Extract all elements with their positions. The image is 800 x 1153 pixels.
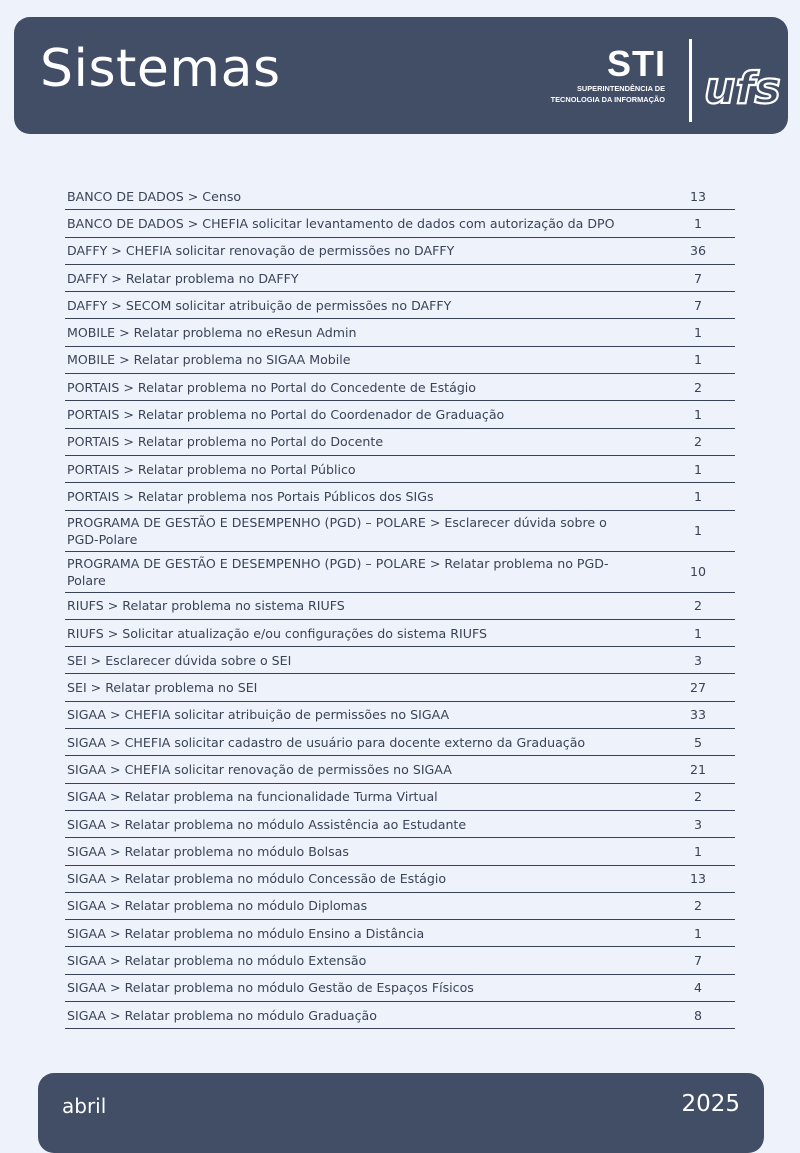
row-label: PORTAIS > Relatar problema no Portal do Coordenador de Graduação — [65, 401, 663, 428]
row-count: 2 — [663, 428, 735, 455]
row-label: BANCO DE DADOS > Censo — [65, 183, 663, 210]
row-label: PORTAIS > Relatar problema no Portal Público — [65, 455, 663, 482]
page-footer — [38, 1073, 764, 1153]
ufs-logo-text: ufs — [704, 63, 781, 114]
sti-logo-acronym: STI — [606, 43, 666, 84]
table-row — [65, 810, 735, 837]
row-label: SIGAA > Relatar problema no módulo Concessão de Estágio — [65, 865, 663, 892]
row-count: 1 — [663, 319, 735, 346]
row-count: 36 — [663, 237, 735, 264]
table-row — [65, 974, 735, 1001]
page-header — [14, 17, 788, 134]
row-count: 1 — [663, 510, 735, 551]
row-count: 13 — [663, 865, 735, 892]
row-label: SIGAA > Relatar problema no módulo Ensino a Distância — [65, 920, 663, 947]
table-row — [65, 428, 735, 455]
table-row — [65, 892, 735, 919]
table-row — [65, 264, 735, 291]
table-row — [65, 947, 735, 974]
row-count: 1 — [663, 838, 735, 865]
row-count: 13 — [663, 183, 735, 210]
row-count: 21 — [663, 756, 735, 783]
table-row — [65, 237, 735, 264]
row-count: 1 — [663, 346, 735, 373]
row-count: 1 — [663, 455, 735, 482]
row-label: MOBILE > Relatar problema no eResun Admin — [65, 319, 663, 346]
row-label: SEI > Relatar problema no SEI — [65, 674, 663, 701]
table-row — [65, 401, 735, 428]
table-row — [65, 510, 735, 551]
row-label: SIGAA > Relatar problema no módulo Extensão — [65, 947, 663, 974]
row-count: 33 — [663, 701, 735, 728]
row-label: SEI > Esclarecer dúvida sobre o SEI — [65, 647, 663, 674]
service-request-table — [65, 183, 735, 1029]
table-row — [65, 483, 735, 510]
row-label: RIUFS > Solicitar atualização e/ou configurações do sistema RIUFS — [65, 619, 663, 646]
table-row — [65, 619, 735, 646]
row-count: 4 — [663, 974, 735, 1001]
row-label: DAFFY > SECOM solicitar atribuição de permissões no DAFFY — [65, 292, 663, 319]
table-row — [65, 551, 735, 592]
row-count: 2 — [663, 374, 735, 401]
logo-divider — [689, 39, 692, 122]
row-label: SIGAA > Relatar problema no módulo Assistência ao Estudante — [65, 810, 663, 837]
row-label: MOBILE > Relatar problema no SIGAA Mobile — [65, 346, 663, 373]
table-row — [65, 292, 735, 319]
row-count: 7 — [663, 947, 735, 974]
table-row — [65, 729, 735, 756]
row-count: 2 — [663, 783, 735, 810]
row-label: SIGAA > CHEFIA solicitar renovação de permissões no SIGAA — [65, 756, 663, 783]
row-count: 8 — [663, 1002, 735, 1029]
row-label: SIGAA > Relatar problema no módulo Graduação — [65, 1002, 663, 1029]
sti-logo-subtitle-line2: TECNOLOGIA DA INFORMAÇÃO — [550, 95, 665, 104]
row-count: 2 — [663, 892, 735, 919]
row-count: 5 — [663, 729, 735, 756]
row-count: 10 — [663, 551, 735, 592]
row-count: 3 — [663, 810, 735, 837]
table-row — [65, 920, 735, 947]
row-label: DAFFY > CHEFIA solicitar renovação de permissões no DAFFY — [65, 237, 663, 264]
table-row — [65, 783, 735, 810]
row-label: SIGAA > Relatar problema no módulo Gestão de Espaços Físicos — [65, 974, 663, 1001]
row-label: SIGAA > Relatar problema na funcionalidade Turma Virtual — [65, 783, 663, 810]
row-label: PORTAIS > Relatar problema nos Portais Públicos dos SIGs — [65, 483, 663, 510]
table-row — [65, 592, 735, 619]
row-count: 1 — [663, 920, 735, 947]
sti-logo-subtitle-line1: SUPERINTENDÊNCIA DE — [576, 84, 665, 93]
table-row — [65, 647, 735, 674]
table-row — [65, 838, 735, 865]
row-label: RIUFS > Relatar problema no sistema RIUFS — [65, 592, 663, 619]
footer-month: abril — [62, 1094, 107, 1118]
row-count: 3 — [663, 647, 735, 674]
table-row — [65, 210, 735, 237]
row-label: PORTAIS > Relatar problema no Portal do Docente — [65, 428, 663, 455]
row-label: PROGRAMA DE GESTÃO E DESEMPENHO (PGD) – POLARE > Relatar problema no PGD-Polare — [65, 551, 663, 592]
row-label: SIGAA > CHEFIA solicitar atribuição de permissões no SIGAA — [65, 701, 663, 728]
table-row — [65, 455, 735, 482]
row-count: 27 — [663, 674, 735, 701]
row-label: SIGAA > CHEFIA solicitar cadastro de usuário para docente externo da Graduação — [65, 729, 663, 756]
table-row — [65, 374, 735, 401]
row-label: PORTAIS > Relatar problema no Portal do Concedente de Estágio — [65, 374, 663, 401]
page-title: Sistemas — [40, 39, 281, 99]
ufs-logo-icon — [702, 57, 784, 119]
row-label: SIGAA > Relatar problema no módulo Bolsas — [65, 838, 663, 865]
row-label: BANCO DE DADOS > CHEFIA solicitar levantamento de dados com autorização da DPO — [65, 210, 663, 237]
row-label: DAFFY > Relatar problema no DAFFY — [65, 264, 663, 291]
footer-year: 2025 — [681, 1091, 740, 1117]
row-label: SIGAA > Relatar problema no módulo Diplomas — [65, 892, 663, 919]
row-count: 1 — [663, 619, 735, 646]
table-row — [65, 865, 735, 892]
row-count: 1 — [663, 401, 735, 428]
row-count: 2 — [663, 592, 735, 619]
row-count: 7 — [663, 292, 735, 319]
table-row — [65, 346, 735, 373]
row-count: 1 — [663, 210, 735, 237]
table-row — [65, 319, 735, 346]
table-row — [65, 183, 735, 210]
row-count: 7 — [663, 264, 735, 291]
table-row — [65, 701, 735, 728]
row-label: PROGRAMA DE GESTÃO E DESEMPENHO (PGD) – POLARE > Esclarecer dúvida sobre o PGD-Polare — [65, 510, 663, 551]
table-row — [65, 674, 735, 701]
table-row — [65, 756, 735, 783]
table-row — [65, 1002, 735, 1029]
row-count: 1 — [663, 483, 735, 510]
sti-logo-subtitle — [514, 83, 665, 105]
